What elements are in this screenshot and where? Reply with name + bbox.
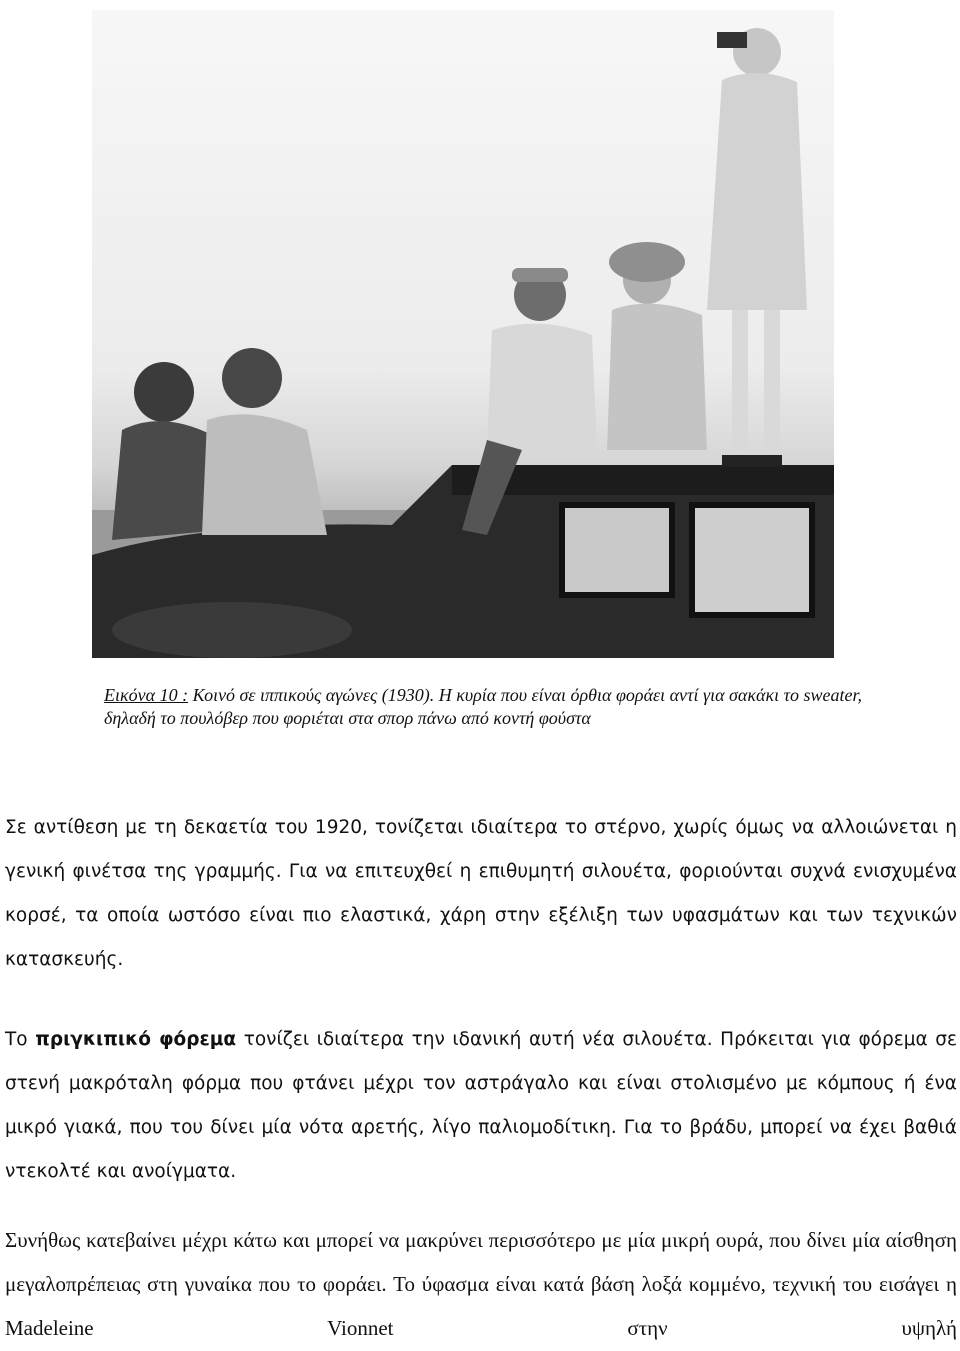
photo-illustration — [92, 10, 834, 658]
princess-dress-term: πριγκιπικό φόρεμα — [35, 1029, 237, 1050]
figure-caption — [104, 684, 864, 730]
paragraph-1: Σε αντίθεση με τη δεκαετία του 1920, τονίζεται ιδιαίτερα το στέρνο, χωρίς όμως να αλλοιώνεται η γενική φινέτσα της γραμμής. Για να επιτευχθεί η επιθυμητή σιλουέτα, φοριούνται συχνά ενισχυμένα κορσέ, τα οποία ωστόσο είναι πιο ελαστικά, χάρη στην εξέλιξη των υφασμάτων και των τεχνικών κατασκευής. — [5, 817, 957, 970]
paragraph-2-start: Το — [5, 1029, 36, 1050]
caption-label: Εικόνα 10 : — [104, 685, 189, 705]
historical-photo — [92, 10, 834, 658]
paragraph-3: Συνήθως κατεβαίνει μέχρι κάτω και μπορεί να μακρύνει περισσότερο με μία μικρή ουρά, που δίνει μία αίσθηση μεγαλοπρέπειας στη γυναίκα που το φοράει. Το ύφασμα είναι κατά βάση λοξά κομμένο, τεχνική του εισάγει η Madeleine Vionnet στην υψηλή — [5, 1228, 957, 1340]
paragraph-2-rest: τονίζει ιδιαίτερα την ιδανική αυτή νέα σιλουέτα. Πρόκειται για φόρεμα σε στενή μακρόταλη φόρμα που φτάνει μέχρι τον αστράγαλο και είναι στολισμένο με κόμπους ή ένα μικρό γιακά, που του δίνει μία νότα αρετής, λίγο παλιομοδίτικη. Για το βράδυ, μπορεί να έχει βαθιά ντεκολτέ και ανοίγματα. — [5, 1029, 958, 1182]
paragraph-2 — [5, 1018, 957, 1194]
caption-text: Κοινό σε ιππικούς αγώνες (1930). Η κυρία που είναι όρθια φοράει αντί για σακάκι το sweater, δηλαδή το πουλόβερ που φοριέται στα σπορ πάνω από κοντή φούστα — [104, 685, 863, 728]
